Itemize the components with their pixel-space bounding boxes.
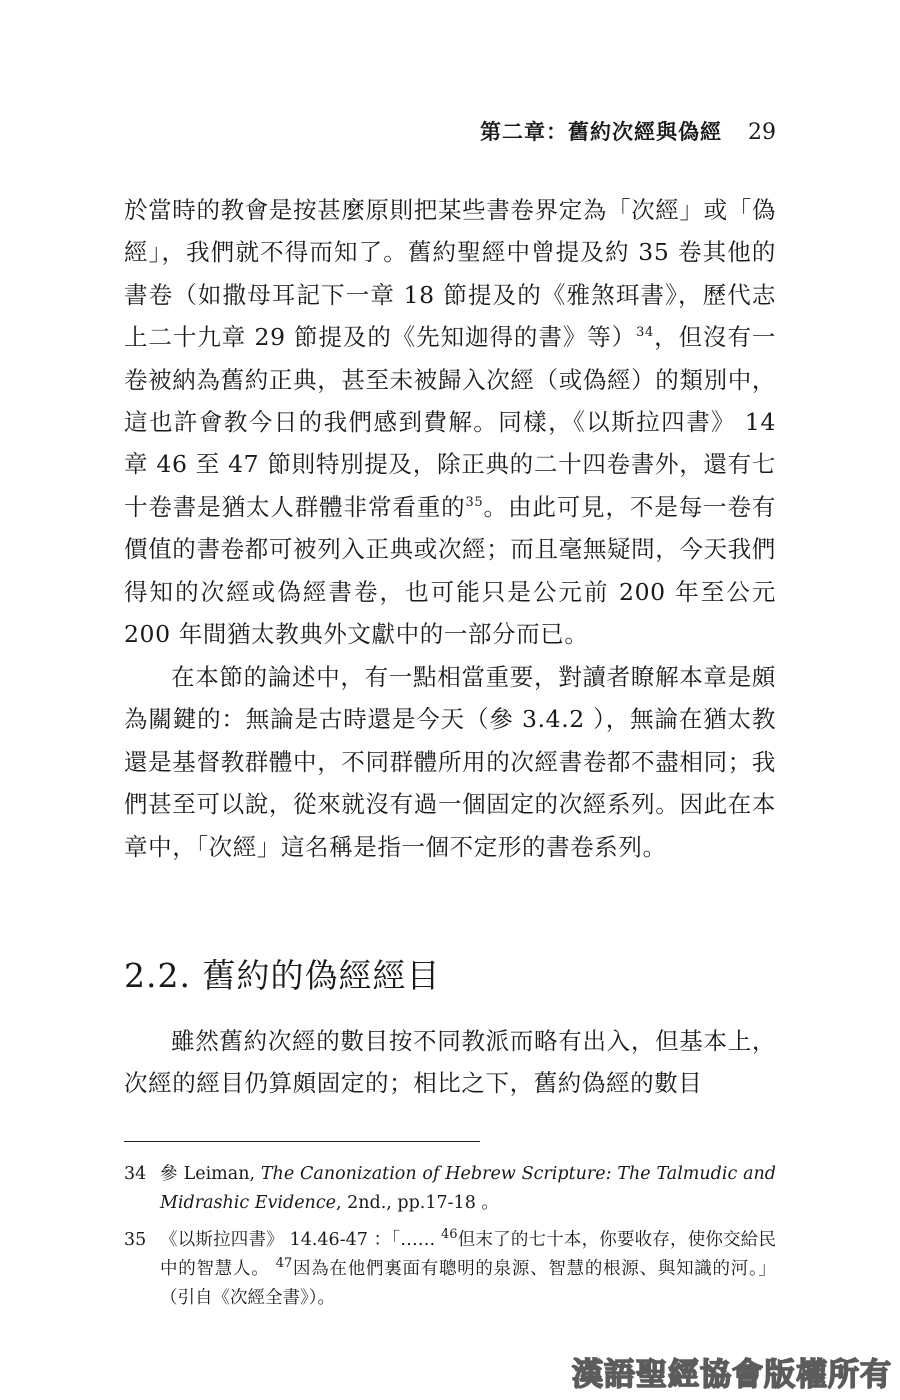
page-number: 29 xyxy=(748,120,776,145)
footnote-ref-35[interactable]: 35 xyxy=(465,495,484,511)
footnote-ref-34[interactable]: 34 xyxy=(636,325,654,341)
footnote-quote-end: 因為在他們裏面有聰明的泉源、智慧的根源、與知識的河。」（引自《次經全書》）。 xyxy=(160,1259,777,1308)
verse-number-47: 47 xyxy=(275,1256,293,1272)
paragraph-1 xyxy=(124,189,776,655)
footnote-number: 34 xyxy=(124,1164,147,1184)
paragraph-2: 在本節的論述中，有一點相當重要，對讀者瞭解本章是頗為關鍵的：無論是古時還是今天（參 3.4.2 ），無論在猶太教還是基督教群體中，不同群體所用的次經書卷都不盡相同；我們甚至可以說，從來就沒有過一個固定的次經系列。因此在本章中，「次經」這名稱是指一個不定形的書卷系列。 xyxy=(124,663,776,861)
paragraph-text: ，但沒有一卷被納為舊約正典，甚至未被歸入次經（或偽經）的類別中，這也許會教今日的我們感到費解。同樣，《以斯拉四書》 14 章 46 至 47 節則特別提及，除正典的二十四卷書外，還有七十卷書是猶太人群體非常看重的 xyxy=(124,323,776,521)
chapter-title: 第二章：舊約次經與偽經 xyxy=(480,120,722,144)
book-title: The Canonization of Hebrew Scripture: The Talmudic and Midrashic Evidence xyxy=(160,1164,776,1213)
paragraph-3: 雖然舊約次經的數目按不同教派而略有出入，但基本上，次經的經目仍算頗固定的；相比之下，舊約偽經的數目 xyxy=(124,1027,776,1098)
footnote-quote-mid: 但末了的七十本，你要收存，使你交給民中的智慧人。 xyxy=(160,1230,777,1279)
section-heading: 2.2. 舊約的偽經經目 xyxy=(124,956,441,995)
footnote-prefix: 參 Leiman, xyxy=(160,1164,261,1184)
paragraph-text: 於當時的教會是按甚麼原則把某些書卷界定為「次經」或「偽經」，我們就不得而知了。舊約聖經中曾提及約 35 卷其他的書卷（如撒母耳記下一章 18 節提及的《雅煞珥書》，歷代志上二十九章 29 節提及的《先知迦得的書》等） xyxy=(124,196,776,352)
copyright-watermark: 漢語聖經協會版權所有 xyxy=(572,1357,892,1393)
footnote-suffix: , 2nd., pp.17-18 。 xyxy=(335,1193,499,1213)
footnote-35 xyxy=(124,1226,776,1313)
footnote-number: 35 xyxy=(124,1230,147,1250)
footnote-34 xyxy=(124,1160,776,1218)
verse-number-46: 46 xyxy=(441,1227,458,1243)
footnote-text xyxy=(160,1226,776,1313)
footnote-divider xyxy=(124,1141,480,1142)
paragraph-text: 。由此可見，不是每一卷有價值的書卷都可被列入正典或次經；而且毫無疑問，今天我們得知的次經或偽經書卷，也可能只是公元前 200 年至公元 200 年間猶太教典外文獻中的一部分而已。 xyxy=(124,492,776,649)
footnote-quote-start: 《以斯拉四書》 14.46-47 ：「…… xyxy=(160,1230,442,1250)
footnote-text xyxy=(160,1160,776,1218)
running-header xyxy=(480,116,776,146)
